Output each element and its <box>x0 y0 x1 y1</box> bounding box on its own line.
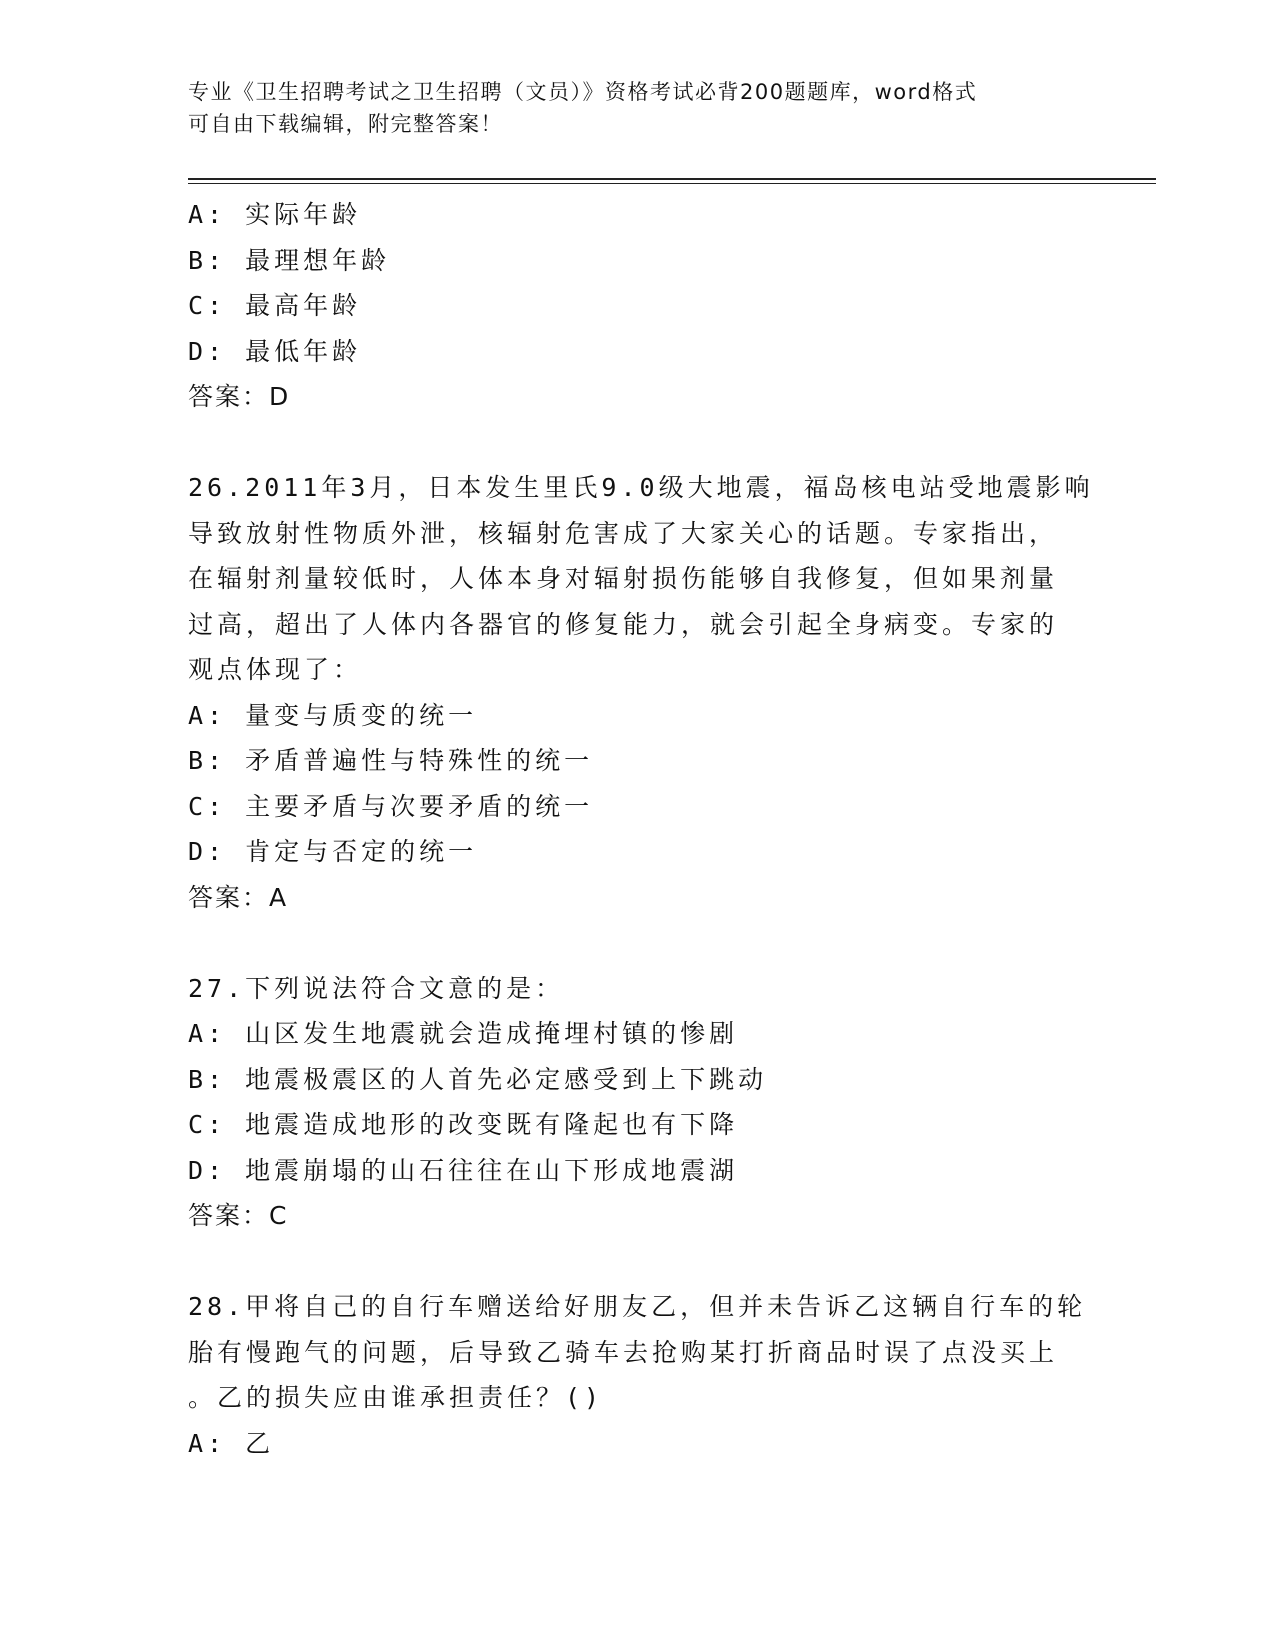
header-divider-thin <box>188 183 1156 184</box>
document-header <box>188 76 1088 140</box>
question-stem-line: 27.下列说法符合文意的是： <box>188 973 565 1003</box>
answer: 答案：C <box>188 1201 289 1230</box>
option-d: D: 地震崩塌的山石往往在山下形成地震湖 <box>188 1155 739 1185</box>
question-stem-line: 26.2011年3月，日本发生里氏9.0级大地震，福岛核电站受地震影响 <box>188 473 1094 502</box>
question-28 <box>188 1284 1088 1466</box>
option-b: B: 矛盾普遍性与特殊性的统一 <box>188 746 594 775</box>
question-stem-line: 过高，超出了人体内各器官的修复能力，就会引起全身病变。专家的 <box>188 609 1059 639</box>
header-line-2: 可自由下载编辑，附完整答案！ <box>188 112 503 136</box>
option-b: B: 地震极震区的人首先必定感受到上下跳动 <box>188 1064 768 1094</box>
answer: 答案：D <box>188 382 291 411</box>
option-a: A: 量变与质变的统一 <box>188 700 478 730</box>
option-a: A: 山区发生地震就会造成掩埋村镇的惨剧 <box>188 1019 739 1048</box>
question-stem-line: 观点体现了： <box>188 655 363 684</box>
question-content <box>188 192 1094 1466</box>
option-c: C: 主要矛盾与次要矛盾的统一 <box>188 791 594 821</box>
question-26 <box>188 465 1094 920</box>
option-a: A: 乙 <box>188 1428 275 1458</box>
question-stem-line: 。乙的损失应由谁承担责任？() <box>188 1383 604 1412</box>
option-d: D: 肯定与否定的统一 <box>188 837 478 866</box>
option-c: C: 最高年龄 <box>188 291 362 320</box>
option-a: A: 实际年龄 <box>188 200 362 229</box>
option-b: B: 最理想年龄 <box>188 245 391 275</box>
question-stem-line: 胎有慢跑气的问题，后导致乙骑车去抢购某打折商品时误了点没买上 <box>188 1337 1059 1367</box>
option-d: D: 最低年龄 <box>188 336 362 366</box>
header-divider-thick <box>188 178 1156 180</box>
question-stem-line: 在辐射剂量较低时，人体本身对辐射损伤能够自我修复，但如果剂量 <box>188 564 1059 593</box>
header-line-1: 专业《卫生招聘考试之卫生招聘（文员）》资格考试必背200题题库，word格式 <box>188 80 978 104</box>
question-27 <box>188 966 1088 1239</box>
question-25 <box>188 192 1088 420</box>
option-c: C: 地震造成地形的改变既有隆起也有下降 <box>188 1110 739 1139</box>
answer: 答案：A <box>188 882 289 912</box>
question-stem-line: 28.甲将自己的自行车赠送给好朋友乙，但并未告诉乙这辆自行车的轮 <box>188 1292 1087 1321</box>
question-stem-line: 导致放射性物质外泄，核辐射危害成了大家关心的话题。专家指出， <box>188 518 1059 548</box>
